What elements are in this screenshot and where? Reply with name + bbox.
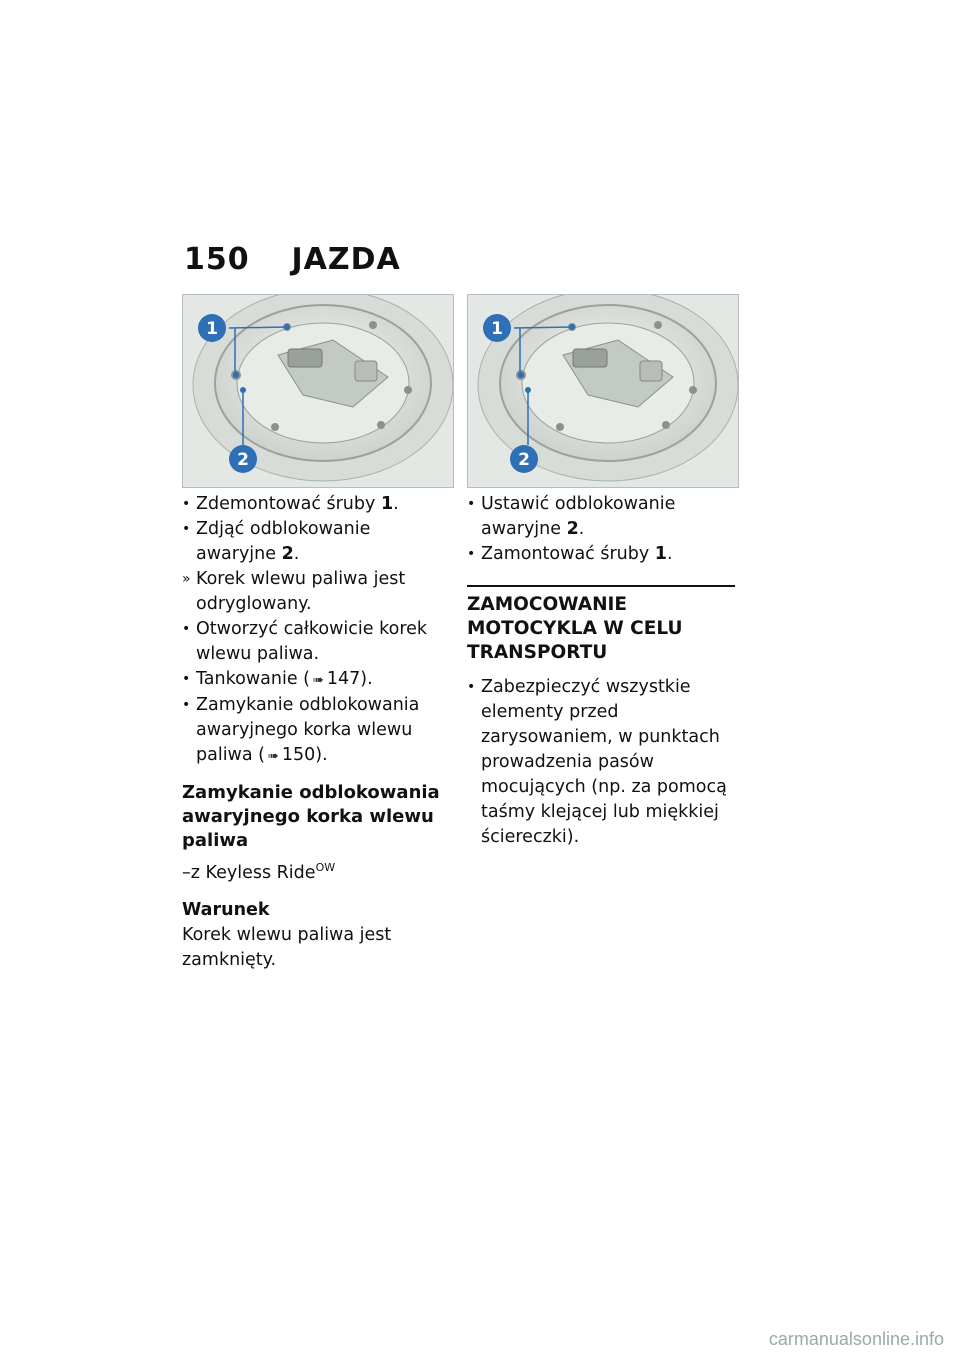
callout-2-label: 2	[237, 450, 249, 470]
page-header	[184, 242, 401, 277]
callout-ref: 1	[380, 494, 394, 514]
page-reference-link[interactable]: 147	[326, 669, 361, 689]
page-reference-arrow-icon: ➠	[312, 673, 324, 688]
bullet-icon: •	[182, 621, 191, 637]
fuel-cap-figure-left	[182, 294, 454, 488]
step-item: • Zdemontować śruby 1.	[182, 492, 444, 517]
equipment-variant: –z Keyless Ride$^{OW}$	[182, 861, 336, 883]
section-title: ZAMOCOWANIE MOTOCYKLA W CELU TRANSPORTU	[467, 594, 683, 663]
bullet-icon: •	[182, 521, 191, 537]
page-number: 150	[184, 242, 250, 277]
fuel-cap-illustration	[468, 295, 738, 487]
step-item: • Tankowanie ( ➠ 147).	[182, 667, 444, 693]
section-step-list	[467, 675, 737, 850]
result-item: » Korek wlewu paliwa jest odryglowany.	[182, 569, 406, 614]
bullet-icon: •	[467, 546, 476, 562]
step-list	[182, 492, 444, 769]
page-reference-link[interactable]: 150	[281, 745, 316, 765]
step-item: • Zabezpieczyć wszystkie elementy przed zarysowaniem, w punktach prowadzenia pasów mocujących (np. za pomocą taśmy klejącej lub miękkiej ściereczki).	[467, 677, 727, 847]
fuel-cap-illustration	[183, 295, 453, 487]
callout-2-label: 2	[518, 450, 530, 470]
step-list	[467, 492, 737, 567]
page-reference-arrow-icon: ➠	[267, 749, 279, 764]
subheading: Zamykanie odblokowania awaryjnego korka wlewu paliwa	[182, 782, 440, 851]
section-divider	[467, 585, 735, 587]
watermark: carmanualsonline.info	[768, 1329, 944, 1349]
step-item: • Zamykanie odblokowania awaryjnego korka wlewu paliwa ( ➠ 150).	[182, 695, 420, 765]
bullet-icon: •	[182, 496, 191, 512]
callout-1-label: 1	[206, 319, 218, 339]
callout-ref: 2	[566, 519, 579, 539]
step-item: • Zamontować śruby 1.	[467, 542, 737, 567]
right-column	[467, 492, 737, 850]
callout-ref: 1	[654, 544, 667, 564]
variant-code: OW	[315, 861, 336, 874]
bullet-icon: •	[467, 679, 476, 695]
step-item: • Otworzyć całkowicie korek wlewu paliwa.	[182, 619, 428, 664]
chapter-title: JAZDA	[291, 242, 401, 277]
left-column	[182, 492, 444, 973]
callout-1-label: 1	[491, 319, 503, 339]
step-item: • Ustawić odblokowanie awaryjne 2.	[467, 494, 676, 539]
condition-title: Warunek	[182, 899, 270, 920]
bullet-icon: •	[182, 697, 191, 713]
callout-ref: 2	[281, 544, 294, 564]
condition-text: Korek wlewu paliwa jest zamknięty.	[182, 924, 392, 970]
result-arrow-icon: »	[182, 571, 191, 587]
bullet-icon: •	[182, 671, 191, 687]
step-item: • Zdjąć odblokowanie awaryjne 2.	[182, 519, 371, 564]
bullet-icon: •	[467, 496, 476, 512]
fuel-cap-figure-right	[467, 294, 739, 488]
